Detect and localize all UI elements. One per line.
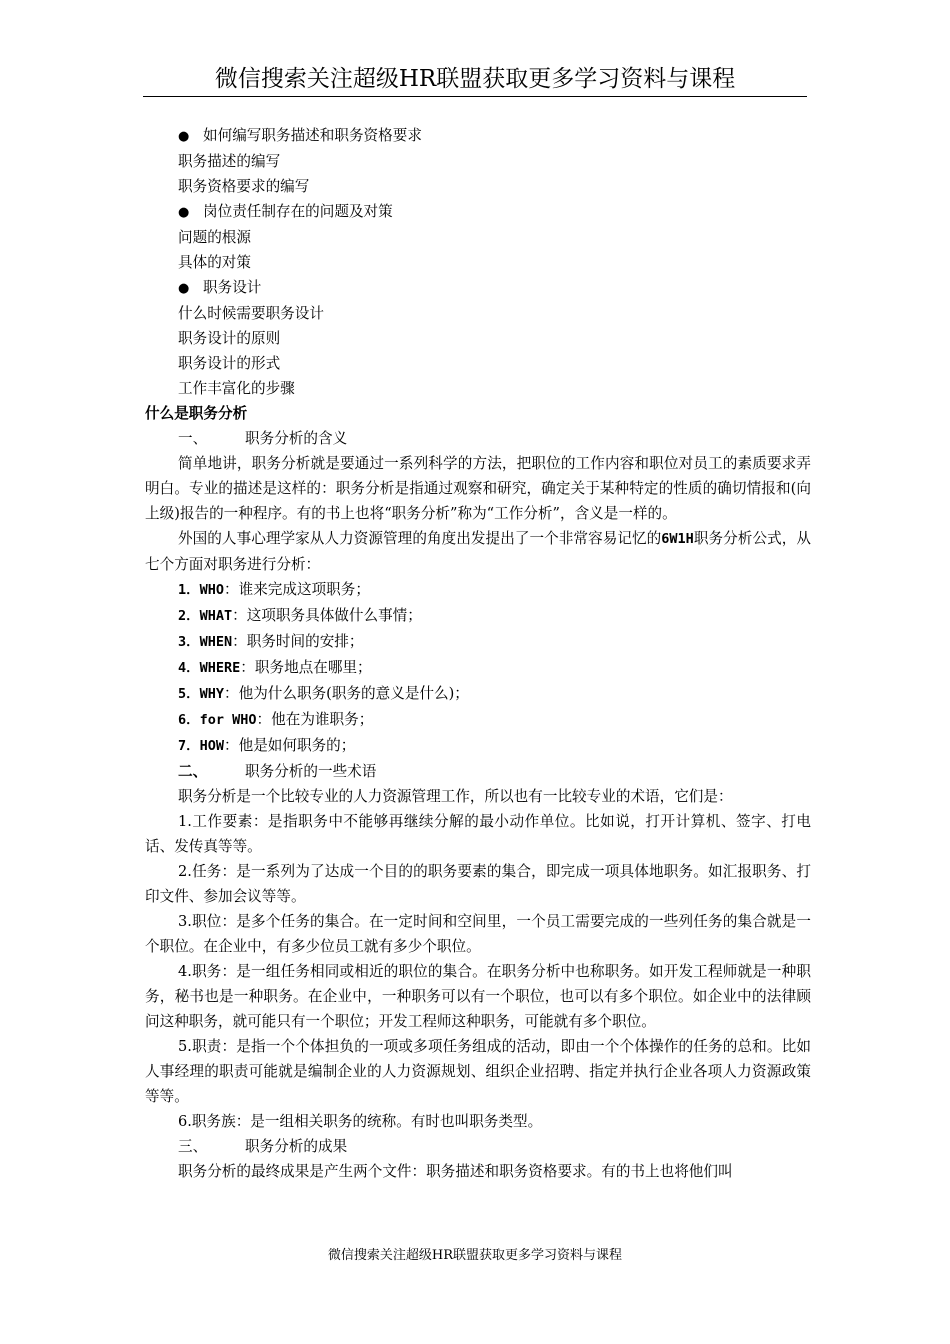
- document-body: [145, 123, 811, 1184]
- sub-item: 职务资格要求的编写: [178, 178, 310, 195]
- subsection-title: 三、 职务分析的成果: [178, 1138, 348, 1155]
- section-heading: 什么是职务分析: [145, 405, 248, 422]
- bullet-dot-icon: ●: [178, 129, 190, 144]
- sub-item: 职务描述的编写: [178, 153, 281, 170]
- list-item: 3．WHEN：职务时间的安排；: [178, 633, 364, 650]
- term-paragraph: 5.职责：是指一个个体担负的一项或多项任务组成的活动，即由一个个体操作的任务的总和。比如人事经理的职责可能就是编制企业的人力资源规划、组织企业招聘、指定并执行企业各项人力资源政策等等。: [145, 1038, 811, 1105]
- paragraph: 职务分析的最终成果是产生两个文件：职务描述和职务资格要求。有的书上也将他们叫: [178, 1163, 733, 1180]
- sub-item: 具体的对策: [178, 254, 251, 271]
- subsection-title: 二、 职务分析的一些术语: [178, 763, 377, 780]
- list-item: 4．WHERE：职务地点在哪里；: [178, 659, 372, 676]
- term-paragraph: 6.职务族：是一组相关职务的统称。有时也叫职务类型。: [178, 1113, 543, 1130]
- list-item: 5．WHY：他为什么职务(职务的意义是什么)；: [178, 685, 469, 702]
- list-item: 7．HOW：他是如何职务的；: [178, 737, 356, 754]
- term-paragraph: 3.职位：是多个任务的集合。在一定时间和空间里，一个员工需要完成的一些列任务的集合就是一个职位。在企业中，有多少位员工就有多少个职位。: [145, 913, 811, 955]
- sub-item: 职务设计的原则: [178, 330, 281, 347]
- bullet-dot-icon: ●: [178, 281, 190, 296]
- bullet-dot-icon: ●: [178, 205, 190, 220]
- sub-item: 问题的根源: [178, 229, 251, 246]
- bullet-item: ● 职务设计: [145, 275, 811, 301]
- list-item: 1．WHO：谁来完成这项职务；: [178, 581, 370, 598]
- list-item: 2．WHAT：这项职务具体做什么事情；: [178, 607, 422, 624]
- sub-item: 职务设计的形式: [178, 355, 281, 372]
- bullet-item: ● 如何编写职务描述和职务资格要求: [145, 123, 811, 149]
- sub-item: 工作丰富化的步骤: [178, 380, 295, 397]
- term-paragraph: 4.职务：是一组任务相同或相近的职位的集合。在职务分析中也称职务。如开发工程师就是一种职务，秘书也是一种职务。在企业中，一种职务可以有一个职位，也可以有多个职位。如企业中的法律顾问这种职务，就可能只有一个职位；开发工程师这种职务，可能就有多个职位。: [145, 963, 811, 1030]
- sub-item: 什么时候需要职务设计: [178, 305, 324, 322]
- page-footer: 微信搜索关注超级HR联盟获取更多学习资料与课程: [327, 1248, 623, 1263]
- list-item: 6．for WHO：他在为谁职务；: [178, 711, 374, 728]
- term-paragraph: 1.工作要素：是指职务中不能够再继续分解的最小动作单位。比如说，打开计算机、签字、打电话、发传真等等。: [145, 813, 811, 855]
- paragraph: 外国的人事心理学家从人力资源管理的角度出发提出了一个非常容易记忆的6W1H职务分析公式，从七个方面对职务进行分析：: [145, 530, 811, 573]
- page-header: 微信搜索关注超级HR联盟获取更多学习资料与课程: [143, 62, 807, 97]
- bullet-item: ● 岗位责任制存在的问题及对策: [145, 199, 811, 225]
- subsection-title: 一、 职务分析的含义: [178, 430, 348, 447]
- paragraph: 简单地讲，职务分析就是要通过一系列科学的方法，把职位的工作内容和职位对员工的素质要求弄明白。专业的描述是这样的：职务分析是指通过观察和研究，确定关于某种特定的性质的确切情报和(向上级)报告的一种程序。有的书上也将“职务分析”称为“工作分析”，含义是一样的。: [145, 455, 811, 522]
- paragraph: 职务分析是一个比较专业的人力资源管理工作，所以也有一比较专业的术语，它们是：: [178, 788, 733, 805]
- term-paragraph: 2.任务：是一系列为了达成一个目的的职务要素的集合，即完成一项具体地职务。如汇报职务、打印文件、参加会议等等。: [145, 863, 811, 905]
